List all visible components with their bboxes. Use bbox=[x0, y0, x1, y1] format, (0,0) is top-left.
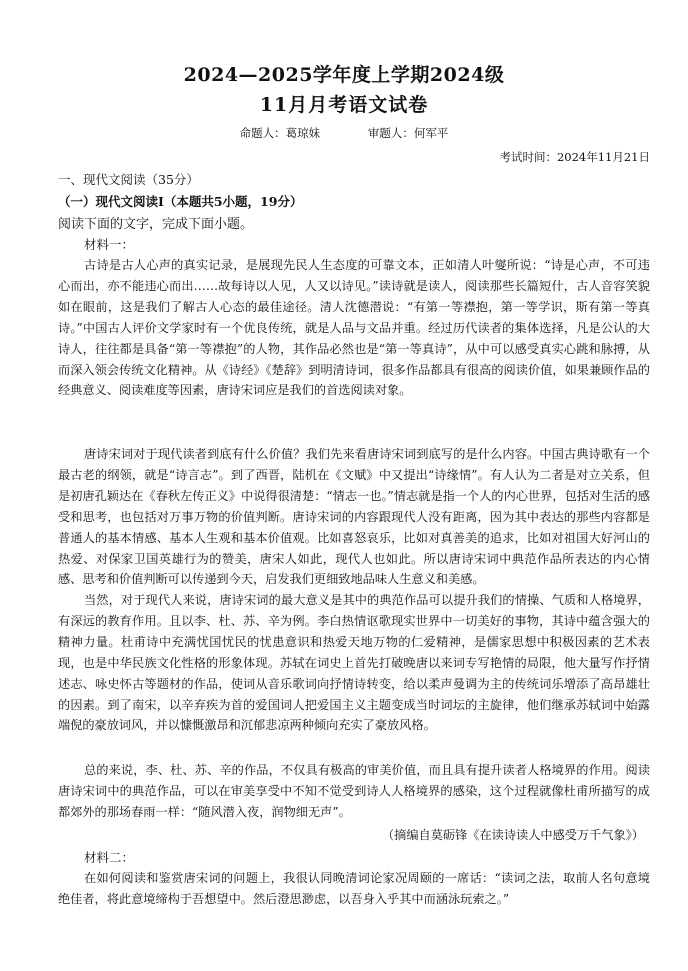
exam-title-line1: 2024—2025学年度上学期2024级 bbox=[183, 64, 505, 86]
material1-paragraph-4: 总的来说，李、杜、苏、辛的作品，不仅具有极高的审美价值，而且具有提升读者人格境界的作用。阅读唐诗宋词中的典范作品，可以在审美享受中不知不觉受到诗人人格境界的感染，这个过程就像杜甫所描写的成都郊外的那场春雨一样：“随风潜入夜，润物细无声”。 bbox=[58, 763, 650, 819]
section-subheading: （一）现代文阅读Ⅰ（本题共5小题，19分） bbox=[58, 194, 303, 209]
material2-paragraph-1: 在如何阅读和鉴赏唐宋词的问题上，我很认同晚清词论家况周颐的一席话：“读词之法，取前人名句意境绝佳者，将此意境缔构于吾想望中。然后澄思渺虑，以吾身入乎其中而涵泳玩索之。” bbox=[58, 871, 650, 906]
material1-paragraph-1: 古诗是古人心声的真实记录，是展现先民人生态度的可靠文本，正如清人叶燮所说：“诗是心声，不可违心而出，亦不能违心而出……故每诗以人见，人又以诗见。”读诗就是读人，阅读那些长篇短什，古人音容笑貌如在眼前，这是我们了解古人心态的最佳途径。清人沈德潜说：“有第一等襟抱，第一等学识，斯有第一等真诗。”中国古人评价文学家时有一个优良传统，就是人品与文品并重。经过历代读者的集体选择，凡是公认的大诗人，往往都是具备“第一等襟抱”的人物，其作品必然也是“第一等真诗”，从中可以感受真实心跳和脉搏，从而深入领会传统文化精神。从《诗经》《楚辞》到明清诗词，很多作品都具有很高的阅读价值，如果兼顾作品的经典意义、阅读难度等因素，唐诗宋词应是我们的首选阅读对象。 bbox=[58, 258, 650, 398]
question-reviewer: 审题人：何军平 bbox=[367, 126, 449, 140]
section-heading: 一、现代文阅读（35分） bbox=[58, 172, 199, 187]
material1-paragraph-3: 当然，对于现代人来说，唐诗宋词的最大意义是其中的典范作品可以提升我们的情操、气质和人格境界，有深远的教育作用。且以李、杜、苏、辛为例。李白热情讴歌现实世界中一切美好的事物，其诗中蕴含强大的精神力量。杜甫诗中充满忧国忧民的忧患意识和热爱天地万物的仁爱精神，是儒家思想中积极因素的艺术表现，也是中华民族文化性格的形象体现。苏轼在词史上首先打破晚唐以来词专写艳情的局限，他大量写作抒情述志、咏史怀古等题材的作品，使词从音乐歌词向抒情诗转变，给以柔声曼调为主的传统词乐增添了高昂雄壮的因素。到了南宋，以辛弃疾为首的爱国词人把爱国主义主题变成当时词坛的主旋律，他们继承苏轼词中始露端倪的豪放词风，并以慷慨激昂和沉郁悲凉两种倾向充实了豪放风格。 bbox=[58, 593, 650, 733]
material1-source: （摘编自莫砺锋《在读诗读人中感受万千气象》） bbox=[381, 828, 644, 842]
author-line bbox=[0, 125, 688, 141]
reading-instruction: 阅读下面的文字，完成下面小题。 bbox=[58, 217, 254, 232]
exam-time: 考试时间：2024年11月21日 bbox=[499, 150, 650, 164]
material2-label: 材料二： bbox=[84, 850, 135, 865]
question-setter: 命题人：葛琼妹 bbox=[239, 126, 321, 140]
material1-label: 材料一： bbox=[84, 237, 135, 252]
exam-title-line2: 11月月考语文试卷 bbox=[259, 94, 429, 116]
material1-paragraph-2: 唐诗宋词对于现代读者到底有什么价值？我们先来看唐诗宋词到底写的是什么内容。中国古典诗歌有一个最古老的纲领，就是“诗言志”。到了西晋，陆机在《文赋》中又提出“诗缘情”。有人认为二者是对立关系，但是初唐孔颖达在《春秋左传正义》中说得很清楚：“情志一也。”情志就是指一个人的内心世界，包括对生活的感受和思考，也包括对万事万物的价值判断。唐诗宋词的内容跟现代人没有距离，因为其中表达的那些内容都是普通人的基本情感、基本人生观和基本价值观。比如喜怒哀乐，比如对真善美的追求，比如对祖国大好河山的热爱、对保家卫国英雄行为的赞美，唐宋人如此，现代人也如此。所以唐诗宋词中典范作品所表达的内心情感、思考和价值判断可以传递到今天，启发我们更细致地品味人生意义和美感。 bbox=[58, 447, 650, 587]
